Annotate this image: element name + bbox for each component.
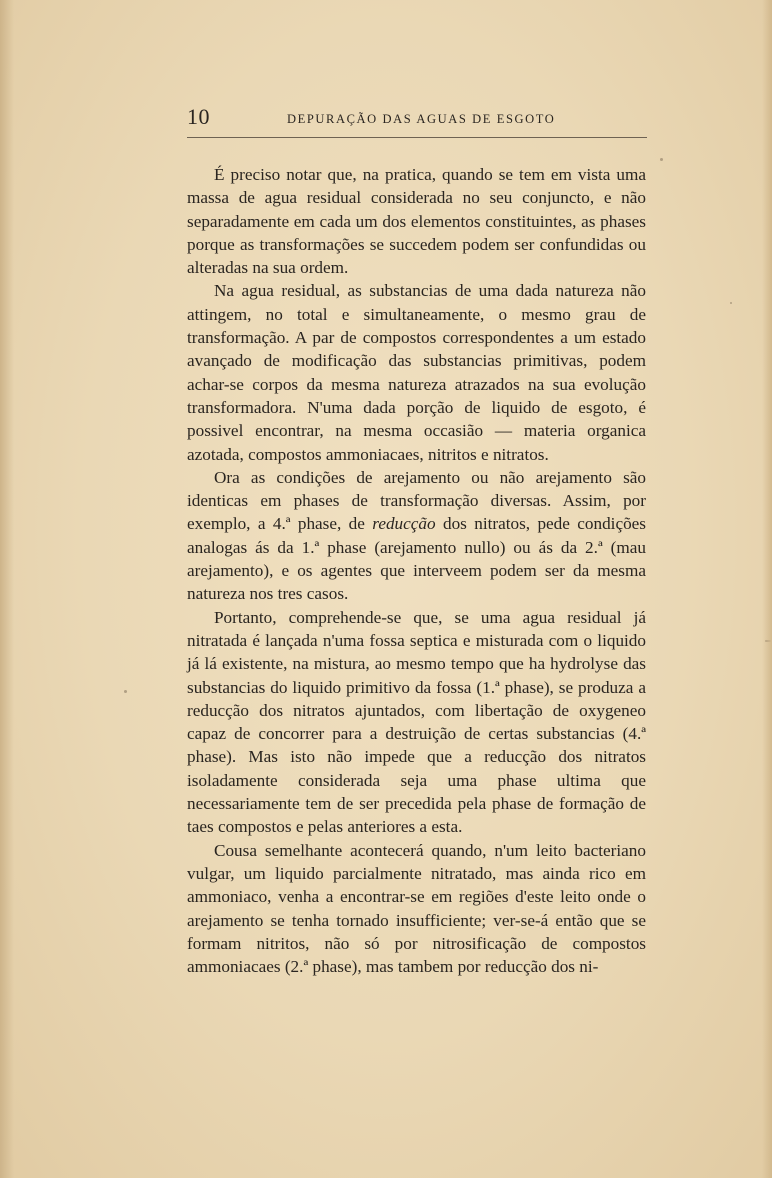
running-head [187,104,647,130]
header-rule [187,137,647,138]
body-text [187,163,646,978]
italic-term: reducção [372,514,436,534]
paper-fleck [765,640,771,642]
page-number: 10 [187,104,210,129]
paragraph-5: Cousa semelhante acontecerá quando, n'um leito bacteriano vulgar, um liquido parcialmente nitratado, mas ainda rico em ammoniaco, venha a encontrar-se em regiões d'este leito onde o arejamento se tenha tornado insufficiente; ver-se-á então que se formam nitritos, não só por nitrosificação de compostos ammoniacaes (2.ª phase), mas tambem por reducção dos ni- [187,840,646,977]
paragraph-3: Ora as condições de arejamento ou não arejamento são identicas em phases de transformação diversas. Assim, por exemplo, a 4.ª phase, de reducção dos nitratos, pede condições analogas ás da 1.ª phase (arejamento nullo) ou ás da 2.ª (mau arejamento), e os agentes que interveem podem ser da mesma natureza nos tres casos. [187,467,646,604]
paragraph-1: É preciso notar que, na pratica, quando se tem em vista uma massa de agua residual considerada no seu conjuncto, e não separadamente em cada um dos elementos constituintes, as phases porque as transformações se succedem podem ser confundidas ou alteradas na sua ordem. [187,165,646,278]
paper-fleck [124,690,127,693]
running-title: DEPURAÇÃO DAS AGUAS DE ESGOTO [287,112,556,126]
paper-fleck [730,302,732,304]
paragraph-2: Na agua residual, as substancias de uma dada natureza não attingem, no total e simultaneamente, o mesmo grau de transformação. A par de compostos correspondentes a um estado avançado de modificação das substancias primitivas, podem achar-se corpos da mesma natureza atrazados na sua evolução transformadora. N'uma dada porção de liquido de esgoto, é possivel encontrar, na mesma occasião — materia organica azotada, compostos ammoniacaes, nitritos e nitratos. [187,281,646,464]
paper-fleck [660,158,663,161]
paragraph-4: Portanto, comprehende-se que, se uma agua residual já nitratada é lançada n'uma fossa septica e misturada com o liquido já lá existente, na mistura, ao mesmo tempo que ha hydrolyse das substancias do liquido primitivo da fossa (1.ª phase), se produza a reducção dos nitratos ajuntados, com libertação de oxygeneo capaz de concorrer para a destruição de certas substancias (4.ª phase). Mas isto não impede que a reducção dos nitratos isoladamente considerada seja uma phase ultima que necessariamente tem de ser precedida pela phase de formação de taes compostos e pelas anteriores a esta. [187,607,646,837]
